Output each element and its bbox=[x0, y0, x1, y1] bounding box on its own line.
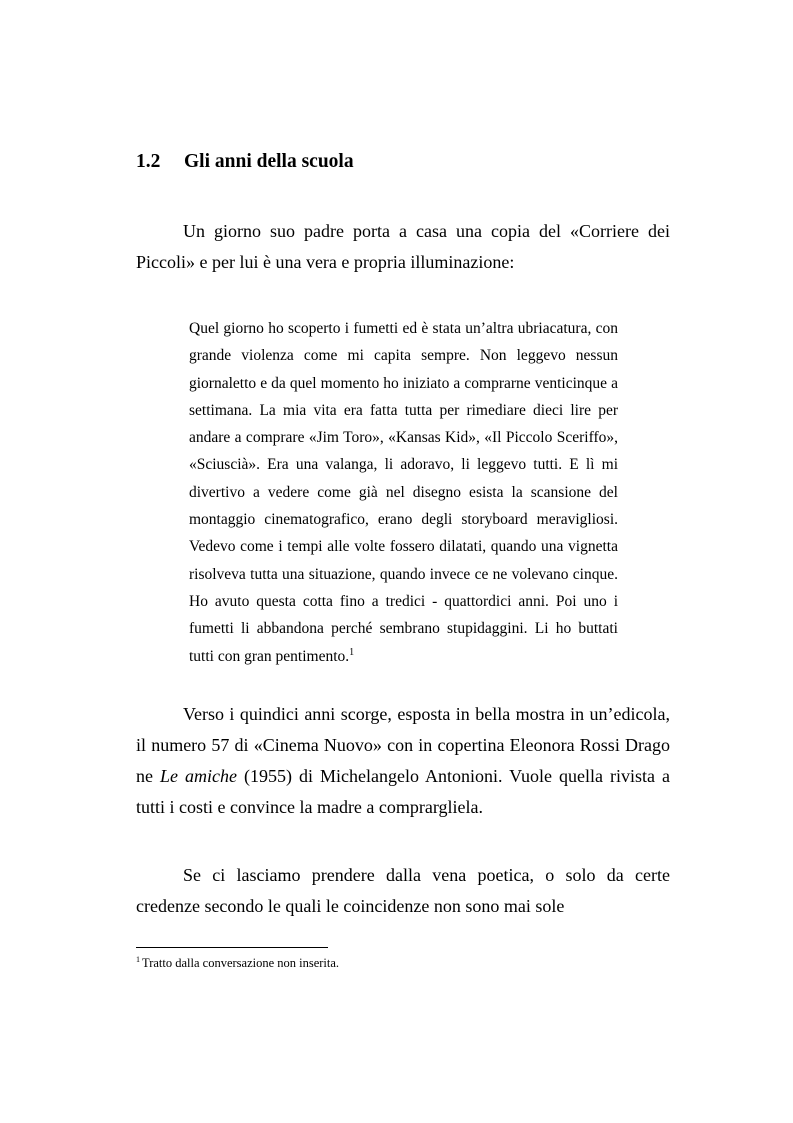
film-title: Le amiche bbox=[160, 766, 237, 786]
section-number: 1.2 bbox=[136, 151, 161, 172]
footnote bbox=[136, 955, 339, 971]
footnote-text: Tratto dalla conversazione non inserita. bbox=[142, 956, 340, 970]
block-quote bbox=[189, 315, 618, 670]
quote-text: Quel giorno ho scoperto i fumetti ed è stata un’altra ubriacatura, con grande violenza come mi capita sempre. Non leggevo nessun giornaletto e da quel momento ho iniziato a comprarne venticinque a settimana. La mia vita era fatta tutta per rimediare dieci lire per andare a comprare «Jim Toro», «Kansas Kid», «Il Piccolo Sceriffo», «Sciuscià». Era una valanga, li adoravo, li leggevo tutti. E lì mi divertivo a vedere come già nel disegno esista la scansione del montaggio cinematografico, erano degli storyboard meravigliosi. Vedevo come i tempi alle volte fossero dilatati, quando una vignetta risolveva tutta una situazione, quando invece ce ne volevano cinque. Ho avuto questa cotta fino a tredici - quattordici anni. Poi uno i fumetti li abbandona perché sembrano stupidaggini. Li ho buttati tutti con gran pentimento. bbox=[189, 320, 618, 665]
footnote-mark: 1 bbox=[136, 954, 140, 964]
section-heading bbox=[136, 151, 354, 173]
paragraph-text-start: Verso i quindici anni scorge, esposta in bella mostra in un’edicola, il numero 57 di «Cinema Nuovo» con in copertina Eleonora Rossi Drago ne bbox=[136, 704, 670, 786]
footnote-divider bbox=[136, 947, 328, 948]
cinema-nuovo-paragraph bbox=[136, 699, 670, 823]
intro-paragraph: Un giorno suo padre porta a casa una copia del «Corriere dei Piccoli» e per lui è una vera e propria illuminazione: bbox=[136, 221, 670, 272]
section-title: Gli anni della scuola bbox=[184, 151, 354, 172]
footnote-reference[interactable]: 1 bbox=[349, 646, 355, 658]
paragraph-text-end: (1955) di Michelangelo Antonioni. Vuole quella rivista a tutti i costi e convince la madre a comprargliela. bbox=[136, 766, 670, 817]
coincidence-paragraph: Se ci lasciamo prendere dalla vena poetica, o solo da certe credenze secondo le quali le coincidenze non sono mai sole bbox=[136, 865, 670, 916]
